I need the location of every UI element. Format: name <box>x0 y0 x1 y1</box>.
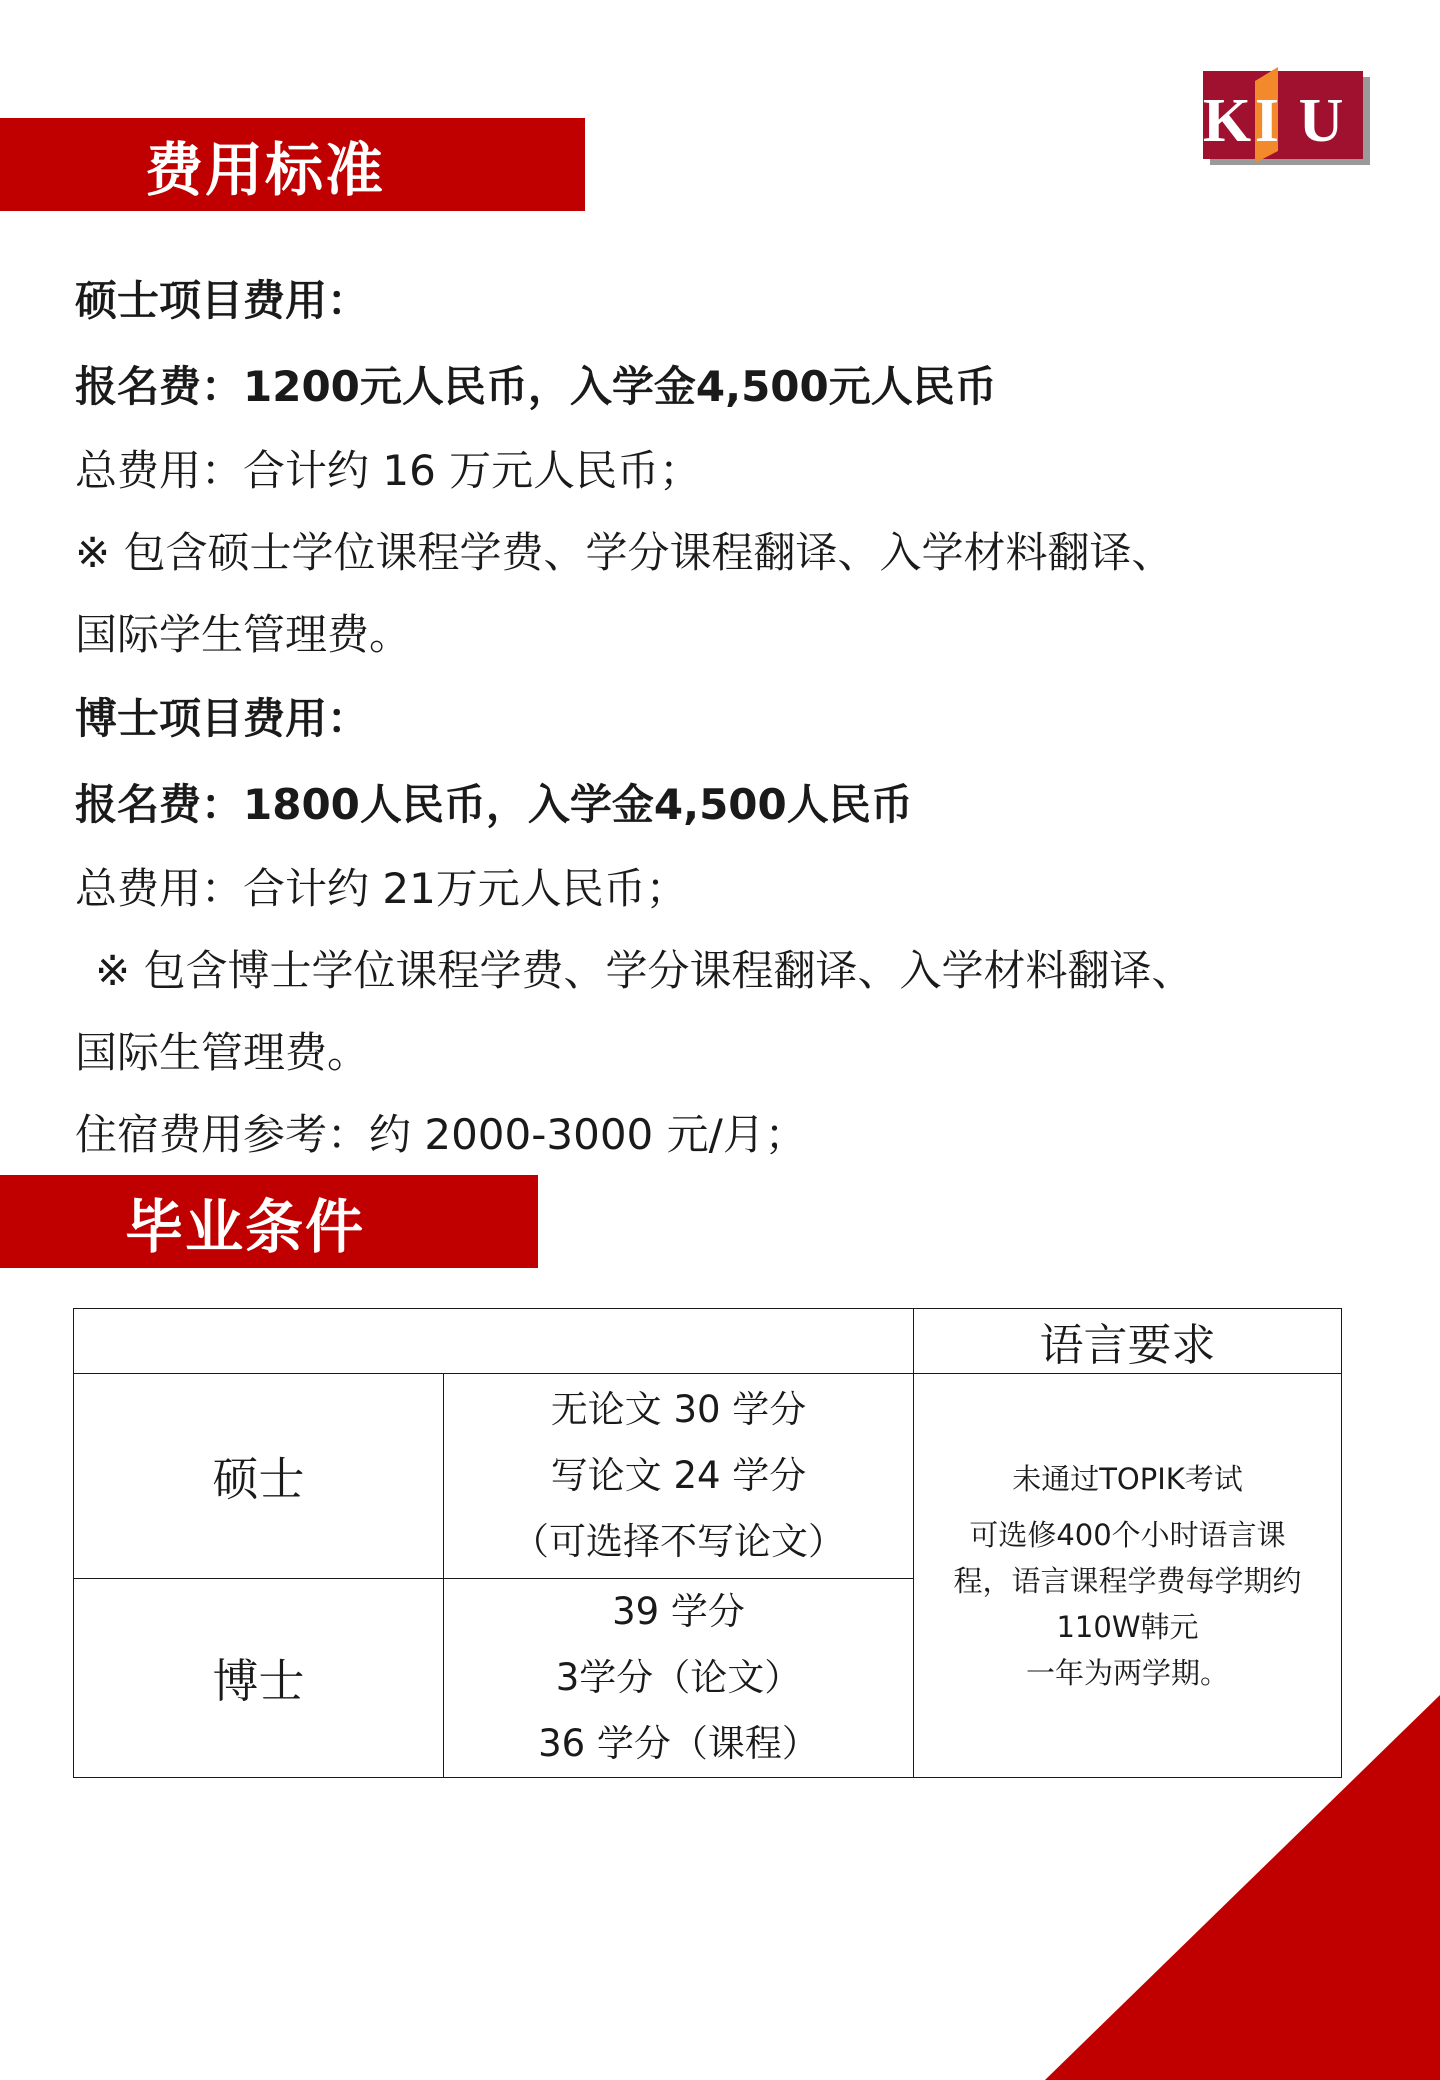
logo-letter-u: U <box>1298 87 1344 155</box>
phd-label: 博士 <box>74 1579 444 1778</box>
phd-fees-heading: 博士项目费用： <box>75 694 370 743</box>
phd-fee-note-line1: ※ 包含博士学位课程学费、学分课程翻译、入学材料翻译、 <box>95 946 1194 995</box>
phd-fee-note-line2: 国际生管理费。 <box>75 1028 370 1077</box>
master-label: 硕士 <box>74 1374 444 1579</box>
language-text-line: 110W韩元 <box>1056 1609 1199 1644</box>
phd-credits <box>444 1579 914 1778</box>
language-text-line: 一年为两学期。 <box>1025 1655 1229 1690</box>
master-credit-line: 写论文 24 学分 <box>550 1454 807 1497</box>
phd-application-fee: 报名费：1800人民币，入学金4,500人民币 <box>75 780 913 829</box>
language-text-line: 未通过TOPIK考试 <box>1012 1461 1243 1496</box>
master-credits <box>444 1374 914 1579</box>
master-credit-line: 无论文 30 学分 <box>550 1388 807 1431</box>
housing-fee: 住宿费用参考：约 2000-3000 元/月； <box>75 1110 807 1159</box>
decorative-corner-triangle <box>1045 1695 1440 2080</box>
phd-credit-line: 36 学分（课程） <box>538 1722 819 1765</box>
language-text-line: 程，语言课程学费每学期约 <box>953 1563 1302 1598</box>
kiu-logo <box>1203 63 1375 170</box>
logo-letter-i: I <box>1254 87 1280 155</box>
table-header-row <box>74 1309 1342 1374</box>
header-empty-cell <box>74 1309 914 1374</box>
fees-section-title: 费用标准 <box>0 118 585 211</box>
graduation-section-title: 毕业条件 <box>0 1175 538 1268</box>
master-total-fee: 总费用：合计约 16 万元人民币； <box>75 446 702 495</box>
logo-letter-k: K <box>1203 87 1252 155</box>
language-text-line: 可选修400个小时语言课 <box>969 1517 1286 1552</box>
phd-total-fee: 总费用：合计约 21万元人民币； <box>75 864 688 913</box>
fees-content <box>75 258 1375 1176</box>
master-fee-note-line1: ※ 包含硕士学位课程学费、学分课程翻译、入学材料翻译、 <box>75 528 1174 577</box>
phd-credit-line: 3学分（论文） <box>555 1656 802 1699</box>
table-row-master <box>74 1374 1342 1579</box>
master-credit-line: （可选择不写论文） <box>512 1520 845 1563</box>
master-fee-note-line2: 国际学生管理费。 <box>75 610 412 659</box>
master-fees-heading: 硕士项目费用： <box>75 276 370 325</box>
master-application-fee: 报名费：1200元人民币，入学金4,500元人民币 <box>75 362 997 411</box>
phd-credit-line: 39 学分 <box>612 1590 745 1633</box>
language-requirement-header: 语言要求 <box>914 1309 1342 1374</box>
